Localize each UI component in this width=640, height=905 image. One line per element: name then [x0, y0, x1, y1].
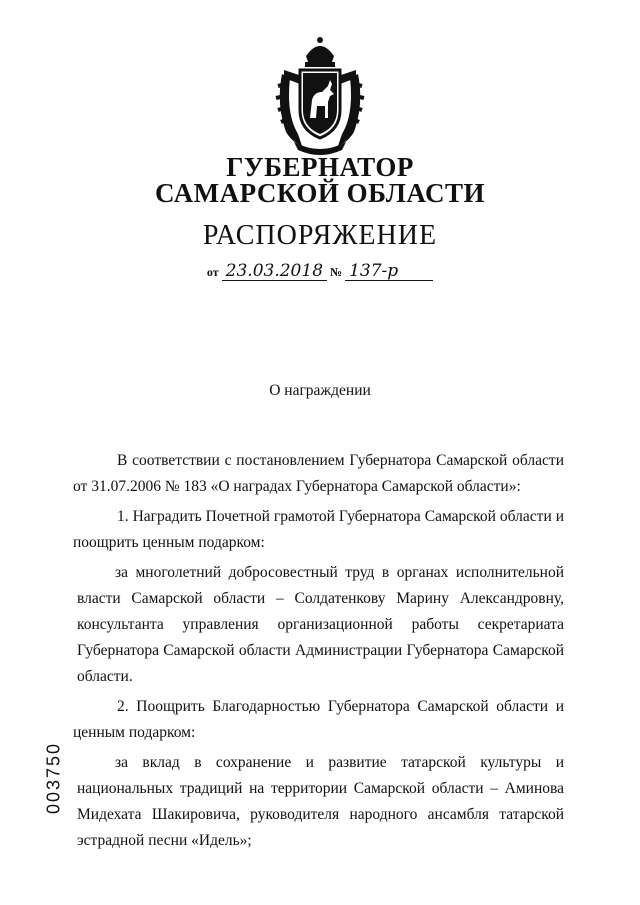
document-date: 23.03.2018	[222, 262, 327, 281]
document-number: 137-р	[345, 262, 433, 281]
item-1-detail-paragraph: за многолетний добросовестный труд в органах исполнительной власти Самарской области – Солдатенкову Марину Александровну, консультанта управления организационной работы секретариата Губернатора Самарской области Администрации Губернатора Самарской области.	[77, 564, 564, 685]
document-subject: О награждении	[269, 382, 371, 399]
item-1-detail-block	[73, 560, 564, 690]
registration-stamp-number: 003750	[43, 741, 64, 815]
item-2-detail-paragraph: за вклад в сохранение и развитие татарской культуры и национальных традиций на территории Самарской области – Аминова Мидехата Шакировича, руководителя народного ансамбля татарской эстрадной песни «Идель»;	[77, 754, 564, 849]
document-body	[73, 448, 564, 858]
item-2-detail-block	[73, 750, 564, 854]
number-label: №	[330, 265, 343, 279]
item-2-paragraph: 2. Поощрить Благодарностью Губернатора Самарской области и ценным подарком:	[73, 698, 564, 741]
date-from-label: от	[206, 265, 219, 279]
date-number-line	[0, 262, 640, 281]
governor-title: ГУБЕРНАТОР	[226, 152, 414, 182]
region-title: САМАРСКОЙ ОБЛАСТИ	[154, 178, 486, 208]
item-1-paragraph: 1. Наградить Почетной грамотой Губернатора Самарской области и поощрить ценным подарком:	[73, 508, 564, 551]
intro-paragraph: В соответствии с постановлением Губернатора Самарской области от 31.07.2006 № 183 «О наградах Губернатора Самарской области»:	[73, 452, 564, 495]
registration-stamp	[34, 728, 74, 828]
coat-of-arms-emblem	[272, 34, 368, 156]
document-type-title: РАСПОРЯЖЕНИЕ	[202, 220, 438, 251]
